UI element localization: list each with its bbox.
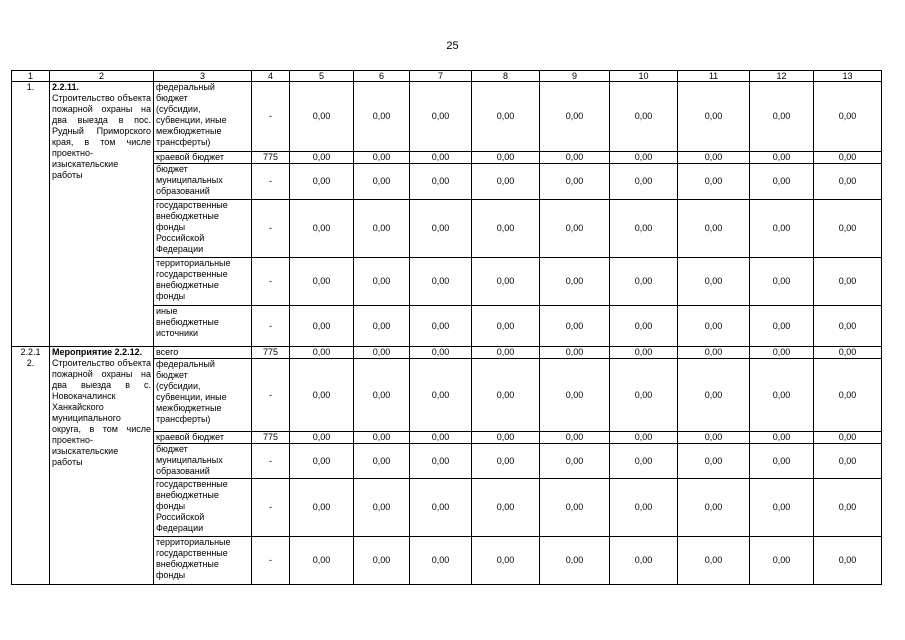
amount-cell: 0,00 (814, 444, 882, 479)
funding-source-line: внебюджетные (156, 280, 219, 290)
amount-cell: 0,00 (678, 432, 750, 444)
amount-cell: 0,00 (750, 347, 814, 359)
funding-source-cell (154, 258, 252, 306)
amount-cell: 0,00 (410, 82, 472, 152)
amount-cell: 0,00 (750, 152, 814, 164)
amount-cell: 0,00 (472, 359, 540, 432)
table-row (12, 347, 882, 359)
column-number-cell: 3 (154, 71, 252, 82)
amount-cell: 0,00 (750, 479, 814, 537)
amount-cell: 0,00 (678, 359, 750, 432)
funding-source-line: государственные (156, 548, 228, 558)
amount-cell: 0,00 (472, 444, 540, 479)
column-number-row (12, 71, 882, 82)
amount-cell: 0,00 (678, 258, 750, 306)
amount-cell: 0,00 (472, 200, 540, 258)
amount-cell: 0,00 (678, 479, 750, 537)
amount-cell: 0,00 (410, 258, 472, 306)
column-number-cell: 1 (12, 71, 50, 82)
item-title: 2.2.11. (52, 82, 80, 92)
code-cell: - (252, 359, 290, 432)
item-number-cell (12, 82, 50, 347)
amount-cell: 0,00 (354, 306, 410, 347)
amount-cell: 0,00 (472, 432, 540, 444)
amount-cell: 0,00 (354, 347, 410, 359)
amount-cell: 0,00 (814, 359, 882, 432)
amount-cell: 0,00 (354, 152, 410, 164)
amount-cell: 0,00 (678, 537, 750, 585)
amount-cell: 0,00 (290, 152, 354, 164)
amount-cell: 0,00 (678, 306, 750, 347)
amount-cell: 0,00 (354, 537, 410, 585)
funding-source-line: межбюджетные (156, 126, 222, 136)
amount-cell: 0,00 (410, 152, 472, 164)
budget-table (11, 70, 882, 585)
amount-cell: 0,00 (678, 82, 750, 152)
amount-cell: 0,00 (290, 359, 354, 432)
amount-cell: 0,00 (610, 164, 678, 200)
funding-source-line: внебюджетные (156, 317, 219, 327)
amount-cell: 0,00 (814, 537, 882, 585)
amount-cell: 0,00 (814, 479, 882, 537)
code-cell: - (252, 537, 290, 585)
amount-cell: 0,00 (750, 432, 814, 444)
funding-source-line: межбюджетные (156, 403, 222, 413)
column-number-cell: 13 (814, 71, 882, 82)
amount-cell: 0,00 (678, 200, 750, 258)
page-number: 25 (446, 40, 459, 52)
amount-cell: 0,00 (610, 306, 678, 347)
amount-cell: 0,00 (472, 537, 540, 585)
amount-cell: 0,00 (290, 200, 354, 258)
amount-cell: 0,00 (814, 306, 882, 347)
funding-source-line: бюджет (156, 444, 188, 454)
amount-cell: 0,00 (472, 152, 540, 164)
amount-cell: 0,00 (290, 164, 354, 200)
amount-cell: 0,00 (540, 82, 610, 152)
amount-cell: 0,00 (750, 444, 814, 479)
item-description: Строительство объекта пожарной охраны на два выезда в пос. Рудный Приморского края, в том числе проектно-изыскательские работы (52, 93, 151, 180)
code-cell: - (252, 200, 290, 258)
column-number-cell: 12 (750, 71, 814, 82)
column-number-cell: 8 (472, 71, 540, 82)
column-number-cell: 11 (678, 71, 750, 82)
amount-cell: 0,00 (410, 359, 472, 432)
code-cell: - (252, 164, 290, 200)
amount-cell: 0,00 (410, 479, 472, 537)
funding-source-line: фонды (156, 222, 186, 232)
funding-source-line: краевой бюджет (156, 152, 224, 162)
item-title: Мероприятие 2.2.12. (52, 347, 143, 357)
amount-cell: 0,00 (750, 258, 814, 306)
amount-cell: 0,00 (610, 347, 678, 359)
funding-source-line: фонды (156, 501, 186, 511)
amount-cell: 0,00 (678, 347, 750, 359)
amount-cell: 0,00 (540, 152, 610, 164)
funding-source-cell (154, 82, 252, 152)
amount-cell: 0,00 (472, 479, 540, 537)
funding-source-cell (154, 444, 252, 479)
amount-cell: 0,00 (410, 432, 472, 444)
table-row (12, 82, 882, 152)
column-number-cell: 2 (50, 71, 154, 82)
column-number-cell: 7 (410, 71, 472, 82)
item-description-cell (50, 347, 154, 585)
amount-cell: 0,00 (354, 164, 410, 200)
amount-cell: 0,00 (540, 200, 610, 258)
amount-cell: 0,00 (678, 152, 750, 164)
amount-cell: 0,00 (750, 164, 814, 200)
code-cell: - (252, 258, 290, 306)
funding-source-cell (154, 359, 252, 432)
amount-cell: 0,00 (540, 432, 610, 444)
amount-cell: 0,00 (354, 444, 410, 479)
item-description: Строительство объекта пожарной охраны на два выезда в с. Новокачалинск Ханкайского муниципального округа, в том числе проектно-изыскательские работы (52, 358, 151, 467)
funding-source-cell (154, 479, 252, 537)
amount-cell: 0,00 (610, 359, 678, 432)
funding-source-line: (субсидии, (156, 104, 201, 114)
amount-cell: 0,00 (290, 444, 354, 479)
funding-source-line: бюджет (156, 93, 188, 103)
funding-source-cell (154, 537, 252, 585)
amount-cell: 0,00 (610, 200, 678, 258)
funding-source-line: федеральный (156, 82, 215, 92)
funding-source-line: государственные (156, 479, 228, 489)
amount-cell: 0,00 (410, 200, 472, 258)
budget-table-body (12, 71, 882, 585)
funding-source-cell (154, 306, 252, 347)
amount-cell: 0,00 (290, 82, 354, 152)
amount-cell: 0,00 (750, 200, 814, 258)
amount-cell: 0,00 (540, 347, 610, 359)
funding-source-line: Федерации (156, 244, 204, 254)
code-cell: - (252, 479, 290, 537)
funding-source-line: источники (156, 328, 199, 338)
code-cell: - (252, 444, 290, 479)
funding-source-line: образований (156, 466, 210, 476)
funding-source-line: бюджет (156, 164, 188, 174)
amount-cell: 0,00 (410, 164, 472, 200)
amount-cell: 0,00 (290, 306, 354, 347)
amount-cell: 0,00 (540, 306, 610, 347)
amount-cell: 0,00 (610, 537, 678, 585)
funding-source-line: образований (156, 186, 210, 196)
funding-source-line: субвенции, иные (156, 392, 227, 402)
amount-cell: 0,00 (290, 347, 354, 359)
funding-source-line: Российской (156, 233, 205, 243)
amount-cell: 0,00 (290, 537, 354, 585)
item-number-cell (12, 347, 50, 585)
column-number-cell: 5 (290, 71, 354, 82)
amount-cell: 0,00 (814, 82, 882, 152)
funding-source-line: муниципальных (156, 455, 223, 465)
funding-source-line: трансферты) (156, 414, 211, 424)
funding-source-line: трансферты) (156, 137, 211, 147)
code-cell: - (252, 82, 290, 152)
amount-cell: 0,00 (814, 200, 882, 258)
amount-cell: 0,00 (610, 82, 678, 152)
funding-source-cell (154, 164, 252, 200)
amount-cell: 0,00 (540, 537, 610, 585)
funding-source-line: государственные (156, 200, 228, 210)
code-cell: - (252, 306, 290, 347)
column-number-cell: 10 (610, 71, 678, 82)
amount-cell: 0,00 (678, 444, 750, 479)
amount-cell: 0,00 (540, 164, 610, 200)
amount-cell: 0,00 (290, 479, 354, 537)
funding-source-line: краевой бюджет (156, 432, 224, 442)
funding-source-line: иные (156, 306, 178, 316)
amount-cell: 0,00 (750, 537, 814, 585)
amount-cell: 0,00 (540, 479, 610, 537)
amount-cell: 0,00 (540, 444, 610, 479)
amount-cell: 0,00 (472, 82, 540, 152)
funding-source-line: фонды (156, 570, 186, 580)
amount-cell: 0,00 (290, 432, 354, 444)
amount-cell: 0,00 (678, 164, 750, 200)
amount-cell: 0,00 (814, 152, 882, 164)
funding-source-cell (154, 347, 252, 359)
amount-cell: 0,00 (750, 359, 814, 432)
funding-source-line: федеральный (156, 359, 215, 369)
amount-cell: 0,00 (354, 200, 410, 258)
amount-cell: 0,00 (814, 432, 882, 444)
funding-source-line: Российской (156, 512, 205, 522)
amount-cell: 0,00 (610, 444, 678, 479)
amount-cell: 0,00 (472, 347, 540, 359)
amount-cell: 0,00 (750, 82, 814, 152)
funding-source-line: государственные (156, 269, 228, 279)
funding-source-line: всего (156, 347, 179, 357)
funding-source-line: внебюджетные (156, 211, 219, 221)
amount-cell: 0,00 (354, 82, 410, 152)
amount-cell: 0,00 (472, 306, 540, 347)
funding-source-line: Федерации (156, 523, 204, 533)
column-number-cell: 4 (252, 71, 290, 82)
amount-cell: 0,00 (354, 479, 410, 537)
amount-cell: 0,00 (540, 258, 610, 306)
funding-source-cell (154, 432, 252, 444)
amount-cell: 0,00 (472, 164, 540, 200)
amount-cell: 0,00 (750, 306, 814, 347)
funding-source-line: (субсидии, (156, 381, 201, 391)
funding-source-cell (154, 152, 252, 164)
funding-source-line: внебюджетные (156, 559, 219, 569)
amount-cell: 0,00 (814, 258, 882, 306)
amount-cell: 0,00 (354, 258, 410, 306)
code-cell: 775 (252, 432, 290, 444)
amount-cell: 0,00 (410, 537, 472, 585)
amount-cell: 0,00 (610, 152, 678, 164)
column-number-cell: 6 (354, 71, 410, 82)
funding-source-line: субвенции, иные (156, 115, 227, 125)
amount-cell: 0,00 (290, 258, 354, 306)
item-number-line: 1. (26, 82, 35, 92)
funding-source-cell (154, 200, 252, 258)
amount-cell: 0,00 (540, 359, 610, 432)
amount-cell: 0,00 (814, 347, 882, 359)
amount-cell: 0,00 (610, 432, 678, 444)
funding-source-line: территориальные (156, 258, 231, 268)
code-cell: 775 (252, 152, 290, 164)
amount-cell: 0,00 (410, 306, 472, 347)
funding-source-line: муниципальных (156, 175, 223, 185)
item-description-cell (50, 82, 154, 347)
amount-cell: 0,00 (610, 258, 678, 306)
item-number-line: 2.2.1 (20, 347, 41, 357)
column-number-cell: 9 (540, 71, 610, 82)
amount-cell: 0,00 (472, 258, 540, 306)
item-number-line: 2. (26, 358, 35, 368)
funding-source-line: внебюджетные (156, 490, 219, 500)
funding-source-line: бюджет (156, 370, 188, 380)
amount-cell: 0,00 (410, 444, 472, 479)
amount-cell: 0,00 (814, 164, 882, 200)
code-cell: 775 (252, 347, 290, 359)
amount-cell: 0,00 (410, 347, 472, 359)
funding-source-line: фонды (156, 291, 186, 301)
amount-cell: 0,00 (354, 432, 410, 444)
amount-cell: 0,00 (610, 479, 678, 537)
funding-source-line: территориальные (156, 537, 231, 547)
amount-cell: 0,00 (354, 359, 410, 432)
